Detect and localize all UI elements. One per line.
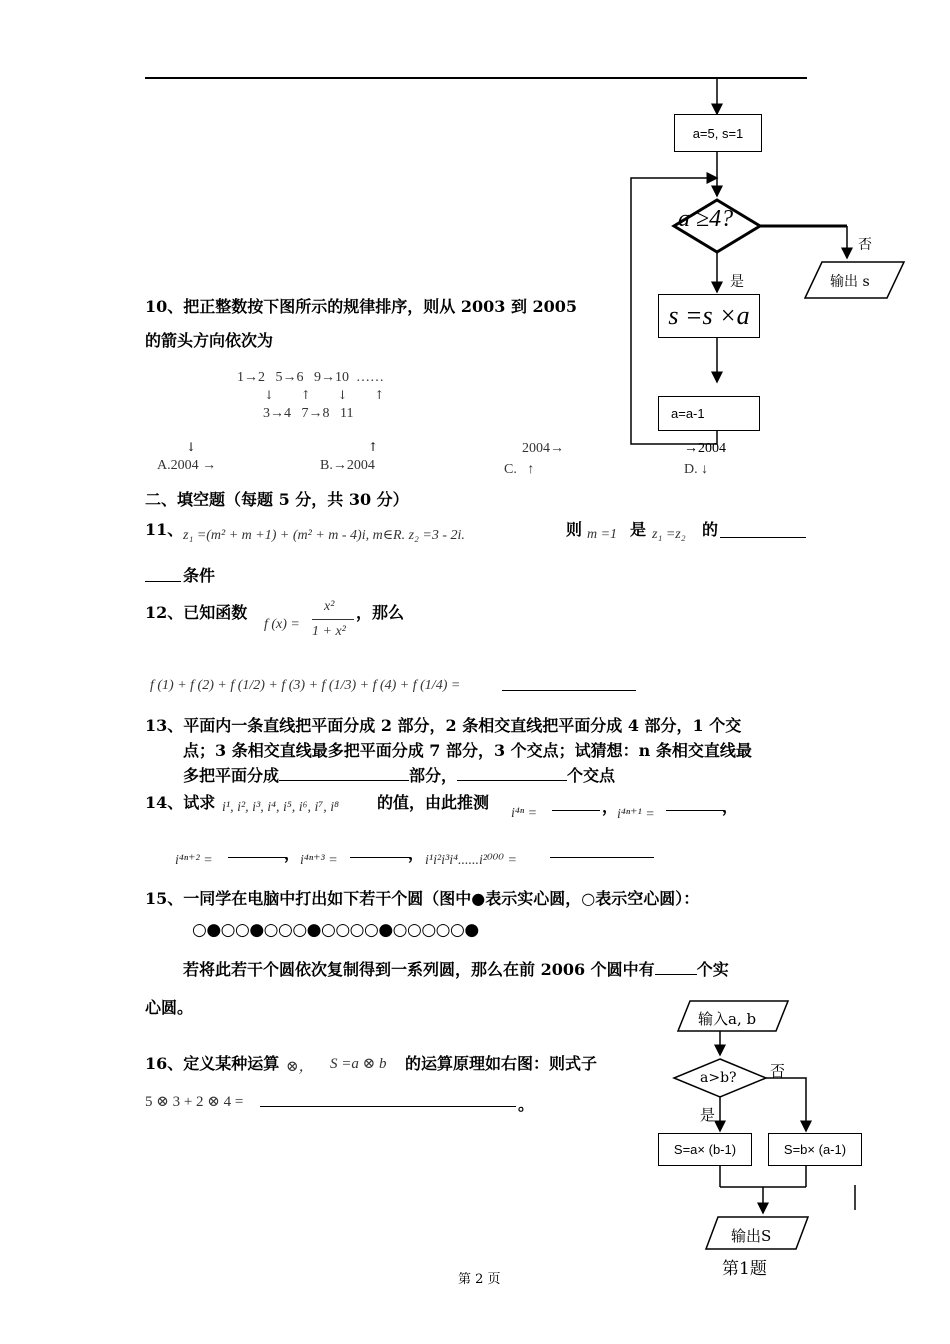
assign-box: s =s ×a [658,294,760,338]
fc2-input: 输入a, b [698,1010,757,1028]
q12-then: ，那么 [356,603,405,622]
opt-a-arrow: ↓ [186,440,197,454]
q14-blank-2[interactable] [666,796,724,811]
q11-then: 则 [566,520,583,539]
option-d[interactable]: D. ↓ [684,462,709,477]
q16-expr: S =a ⊗ b [330,1056,387,1072]
no-label: 否 [858,237,872,253]
q11-is: 是 [630,520,647,539]
q14-e4: i⁴ⁿ⁺³ = [300,853,338,868]
q15-line3: 心圆。 [145,998,194,1017]
q11-formula: z₁ =(m² + m +1) + (m² + m - 4)i, m∈R. z₂ =3 - 2i. [183,528,465,543]
q11-tail: 条件 [183,566,216,585]
fc2-yes: 是 [700,1106,716,1124]
q12-denominator: 1 + x² [312,624,346,639]
q11-cond: m =1 [587,527,618,542]
q12-blank[interactable] [502,676,636,691]
option-a-letter: A. [157,458,171,473]
q12-num: 12、已知函数 [145,603,248,622]
option-b[interactable] [320,458,375,474]
q11-num: 11、 [145,520,184,539]
q16-blank[interactable] [260,1092,516,1107]
q13-line3a: 多把平面分成 [183,766,280,785]
q14-e5: i¹i²i³i⁴......i²⁰⁰⁰ = [425,853,517,868]
q14-num: 14、试求 [145,793,216,812]
d-arrow-label: →2004 [684,441,726,456]
q16-line1b: 的运算原理如右图：则式子 [405,1054,598,1073]
option-a[interactable] [157,458,216,474]
q13-line2: 点；3 条相交直线最多把平面分成 7 部分，3 个交点；试猜想：n 条相交直线最 [183,741,752,760]
dec-box: a=a-1 [658,396,760,431]
fc2-cond: a>b? [700,1070,737,1086]
output-s: 输出 s [830,274,870,290]
option-a-text: 2004 → [170,458,217,473]
q14-comma-3: ， [284,844,301,863]
q11-blank[interactable] [720,523,806,538]
q10-row2: 3→4 7→8 11 [263,406,354,421]
q14-blank-1[interactable] [552,796,600,811]
q16-line1a: 16、定义某种运算 [145,1054,280,1073]
q11-de: 的 [702,520,719,539]
init-box: a=5, s=1 [674,114,762,152]
q14-value: 的值，由此推测 [377,793,490,812]
q16-end: 。 [518,1095,535,1114]
q15-line2 [183,957,729,980]
q13-line3c: 个交点 [567,766,616,785]
q11-blank-2[interactable] [145,567,181,582]
q15-line2-text: 若将此若干个圆依次复制得到一系列圆，那么在前 2006 个圆中有 [183,960,655,979]
yes-label: 是 [730,274,744,290]
q15-circles: ○●○○●○○○●○○○○●○○○○○● [192,920,479,940]
q10-arrows: ↓ ↑ ↓ ↑ [264,388,385,402]
q15-blank[interactable] [655,960,697,975]
q14-blank-5[interactable] [550,843,654,858]
q14-e1: i⁴ⁿ = [511,806,538,821]
q14-e3: i⁴ⁿ⁺² = [175,853,213,868]
q12-fraction-bar [312,619,354,620]
q13-line3 [183,763,615,786]
cond-text: a ≥4? [678,206,734,232]
option-c-letter: C. [504,462,517,477]
q13-line1: 13、平面内一条直线把平面分成 2 部分，2 条相交直线把平面分成 4 部分，1 个交 [145,716,742,735]
option-c[interactable]: C. ↑ [504,462,535,477]
q10-line1: 10、把正整数按下图所示的规律排序，则从 2003 到 2005 [145,297,578,316]
q14-comma-1: ， [602,797,619,816]
page-footer: 第 2 页 [458,1272,501,1287]
q15-line2b: 个实 [696,960,729,979]
q14-comma-4: ， [408,844,425,863]
q12-fx: f (x) = [264,617,300,632]
q14-e2: i⁴ⁿ⁺¹ = [617,807,655,822]
fc2-no: 否 [770,1062,786,1080]
q16-line2: 5 ⊗ 3 + 2 ⊗ 4 = [145,1094,244,1110]
option-d-letter: D. [684,462,698,477]
fc2-caption: 第1题 [722,1259,767,1279]
q12-sum: f (1) + f (2) + f (1/2) + f (3) + f (1/3) + f (4) + f (1/4) = [150,678,461,693]
q13-blank-2[interactable] [457,766,567,781]
opt-b-arrow: ↑ [368,440,379,454]
q14-powers: i¹, i², i³, i⁴, i⁵, i⁶, i⁷, i⁸ [222,800,340,815]
option-b-text: →2004 [332,458,375,473]
option-c-text: 2004→ [522,441,564,456]
q14-blank-4[interactable] [350,843,410,858]
section-2-heading: 二、填空题（每题 5 分，共 30 分） [145,490,409,509]
q10-line2: 的箭头方向依次为 [145,331,274,350]
q13-blank-1[interactable] [279,766,409,781]
q11-eq: z₁ =z₂ [652,527,686,542]
q14-comma-2: ， [722,797,739,816]
q14-blank-3[interactable] [228,843,286,858]
q10-row1: 1→2 5→6 9→10 …… [237,370,384,385]
option-b-letter: B. [320,458,333,473]
q16-op: ⊗， [286,1059,314,1075]
q12-numerator: x² [324,599,335,614]
fc2-output: 输出S [731,1227,772,1245]
q13-line3b: 部分， [409,766,458,785]
q15-line1: 15、一同学在电脑中打出如下若干个圆（图中●表示实心圆，○表示空心圆）： [145,889,700,908]
fc2-right-box: S=b× (a-1) [768,1133,862,1166]
fc2-left-box: S=a× (b-1) [658,1133,752,1166]
